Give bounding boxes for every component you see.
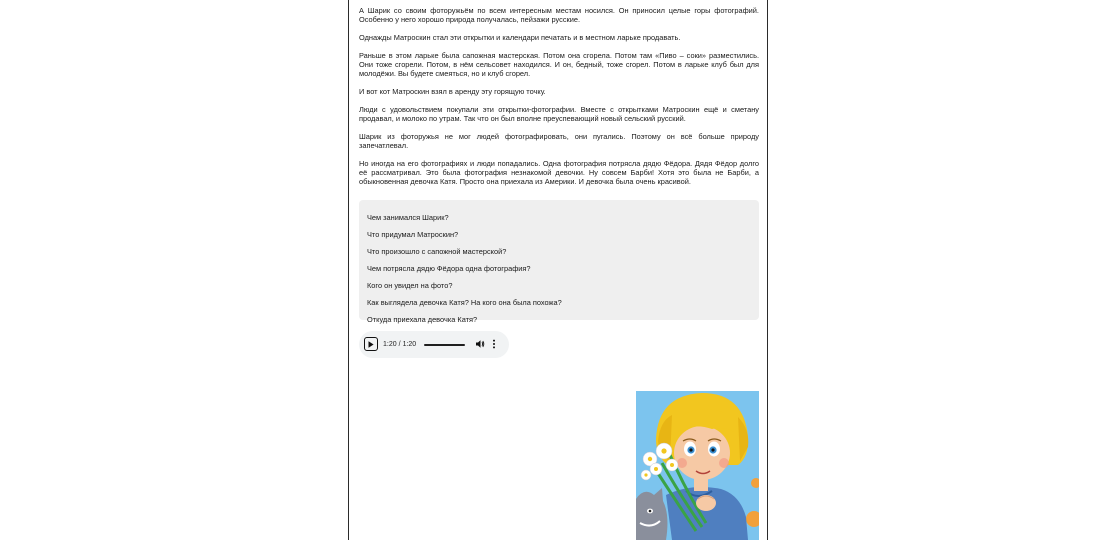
time-separator: /	[398, 341, 401, 348]
questions-box	[359, 200, 759, 324]
question-item: Что произошло с сапожной мастерской?	[367, 247, 507, 256]
story-text	[359, 6, 759, 186]
story-paragraph: Люди с удовольствием покупали эти открытки-фотографии. Вместе с открытками Матроскин ещё и сметану продавал, и молоко по утрам. Так что он был вполне преуспевающий новый сельский русский.	[359, 105, 759, 123]
duration: 1:20	[402, 341, 417, 348]
article-content	[359, 6, 759, 358]
story-paragraph: И вот кот Матроскин взял в аренду эту горящую точку.	[359, 87, 546, 96]
play-icon	[368, 341, 374, 348]
audio-player	[359, 331, 509, 358]
question-item: Чем потрясла дядю Фёдора одна фотография?	[367, 264, 531, 273]
story-paragraph: Шарик из фоторужья не мог людей фотографировать, они пугались. Поэтому он всё больше природу запечатлевал.	[359, 132, 759, 150]
more-vertical-icon[interactable]	[492, 339, 496, 349]
question-item: Кого он увидел на фото?	[367, 281, 453, 290]
article-page	[348, 0, 768, 540]
question-item: Что придумал Матроскин?	[367, 230, 459, 239]
story-paragraph: Но иногда на его фотографиях и люди попадались. Одна фотография потрясла дядю Фёдора. Дядя Фёдор долго её рассматривал. Это была фотография незнакомой девочки. Ну совсем Барби! Хотя это была не Барби, а обыкновенная девочка Катя. Просто она приехала из Америки. И девочка была очень красивой.	[359, 159, 759, 186]
story-paragraph: Раньше в этом ларьке была сапожная мастерская. Потом она сгорела. Потом там «Пиво – соки» разместились. Они тоже сгорели. Потом, в нём сельсовет находился. И он, бедный, тоже сгорел. Потом в ларьке клуб был для молодёжи. Вы будете смеяться, но и клуб сгорел.	[359, 51, 759, 78]
play-button[interactable]	[364, 337, 378, 351]
illustration-drawing	[636, 391, 759, 540]
question-item: Как выглядела девочка Катя? На кого она была похожа?	[367, 298, 562, 307]
girl-with-daisies-illustration	[636, 391, 759, 540]
volume-icon[interactable]	[475, 339, 485, 349]
current-time: 1:20	[383, 341, 397, 348]
story-paragraph: А Шарик со своим фоторужьём по всем интересным местам носился. Он приносил целые горы фотографий. Особенно у него хорошо природа получалась, пейзажи русские.	[359, 6, 759, 24]
time-display	[383, 340, 416, 349]
progress-slider[interactable]	[424, 344, 465, 346]
story-paragraph: Однажды Матроскин стал эти открытки и календари печатать и в местном ларьке продавать.	[359, 33, 681, 42]
question-item: Откуда приехала девочка Катя?	[367, 315, 478, 324]
question-item: Чем занимался Шарик?	[367, 213, 449, 222]
